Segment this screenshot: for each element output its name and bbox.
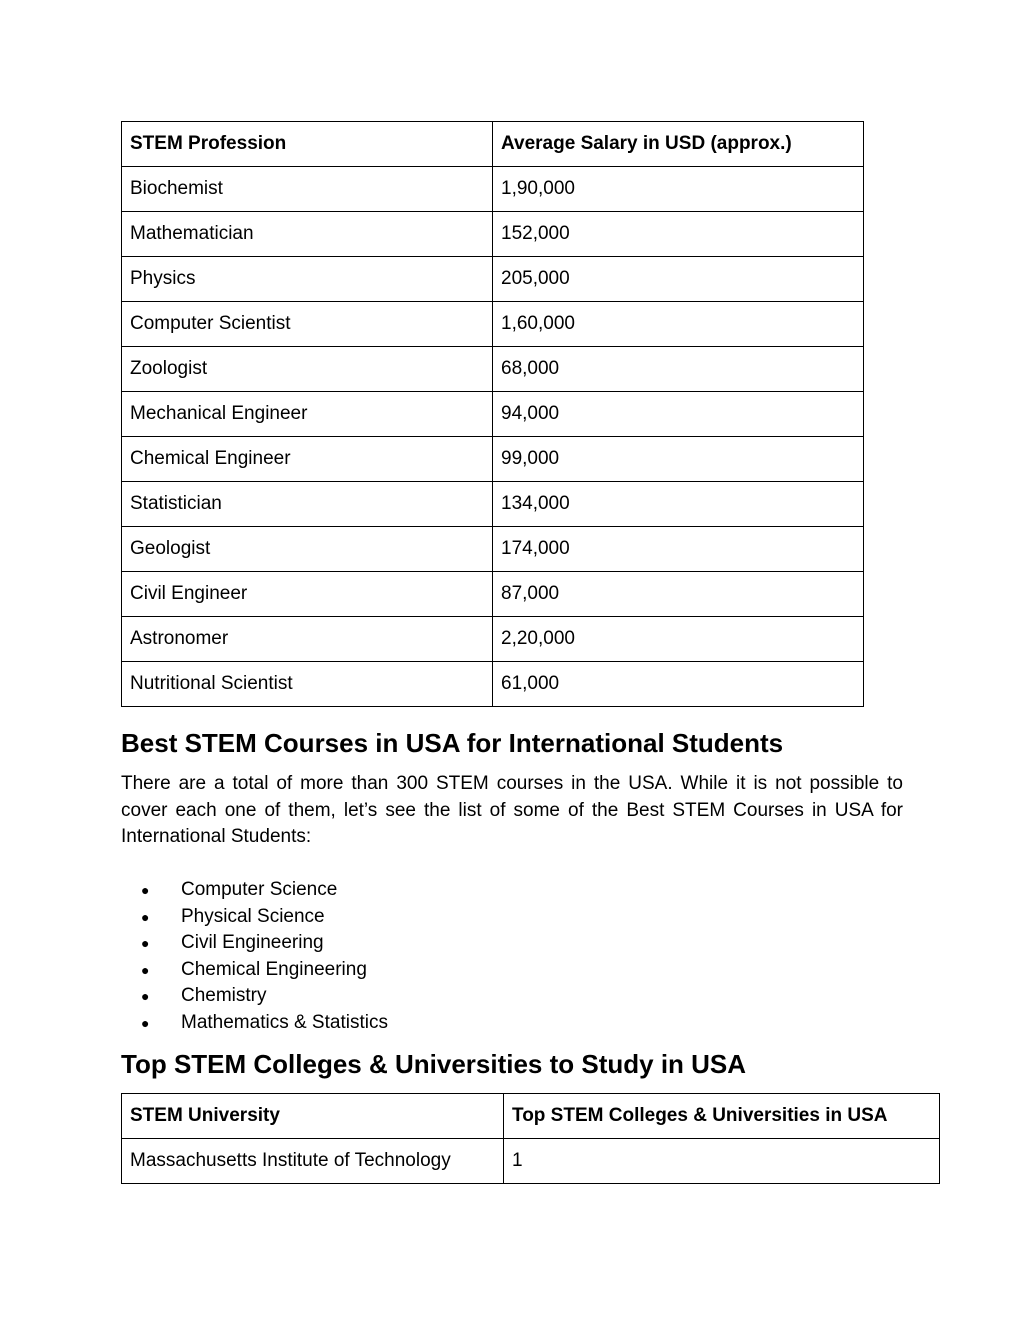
bullet-icon: ● xyxy=(141,961,150,978)
profession-cell: Mathematician xyxy=(122,212,493,257)
table-header-row xyxy=(122,1094,940,1139)
profession-cell: Chemical Engineer xyxy=(122,437,493,482)
profession-cell: Civil Engineer xyxy=(122,572,493,617)
list-item xyxy=(121,877,388,904)
table-row xyxy=(122,257,864,302)
rank-cell: 1 xyxy=(504,1139,940,1184)
salary-cell: 99,000 xyxy=(493,437,864,482)
salary-cell: 87,000 xyxy=(493,572,864,617)
column-header-university: STEM University xyxy=(122,1094,504,1139)
profession-cell: Statistician xyxy=(122,482,493,527)
table-row xyxy=(122,392,864,437)
list-item-label: Computer Science xyxy=(181,879,338,900)
table-row xyxy=(122,482,864,527)
profession-cell: Computer Scientist xyxy=(122,302,493,347)
profession-cell: Mechanical Engineer xyxy=(122,392,493,437)
salary-cell: 2,20,000 xyxy=(493,617,864,662)
column-header-profession: STEM Profession xyxy=(122,122,493,167)
list-item-label: Mathematics & Statistics xyxy=(181,1011,388,1033)
list-item xyxy=(121,983,388,1010)
profession-cell: Physics xyxy=(122,257,493,302)
profession-cell: Astronomer xyxy=(122,617,493,662)
salary-cell: 174,000 xyxy=(493,527,864,572)
salary-cell: 61,000 xyxy=(493,662,864,707)
bullet-icon: ● xyxy=(141,988,150,1004)
universities-heading: Top STEM Colleges & Universities to Study in USA xyxy=(121,1049,747,1079)
table-row xyxy=(122,1139,940,1184)
list-item-label: Chemical Engineering xyxy=(181,958,367,980)
table-row xyxy=(122,347,864,392)
salary-cell: 1,90,000 xyxy=(493,167,864,212)
university-cell: Massachusetts Institute of Technology xyxy=(122,1139,504,1184)
list-item-label: Chemistry xyxy=(181,985,267,1006)
table-row xyxy=(122,617,864,662)
table-row xyxy=(122,212,864,257)
table-row xyxy=(122,437,864,482)
profession-cell: Geologist xyxy=(122,527,493,572)
list-item-label: Physical Science xyxy=(181,905,325,927)
salary-table xyxy=(121,121,864,707)
list-item xyxy=(121,957,388,984)
profession-cell: Biochemist xyxy=(122,167,493,212)
courses-list xyxy=(121,877,388,1036)
salary-cell: 134,000 xyxy=(493,482,864,527)
bullet-icon: ● xyxy=(141,935,150,951)
table-header-row xyxy=(122,122,864,167)
column-header-rank: Top STEM Colleges & Universities in USA xyxy=(504,1094,940,1139)
list-item xyxy=(121,904,388,931)
bullet-icon: ● xyxy=(141,1014,150,1031)
salary-cell: 68,000 xyxy=(493,347,864,392)
profession-cell: Nutritional Scientist xyxy=(122,662,493,707)
salary-cell: 1,60,000 xyxy=(493,302,864,347)
salary-cell: 94,000 xyxy=(493,392,864,437)
list-item xyxy=(121,1010,388,1037)
table-row xyxy=(122,662,864,707)
list-item-label: Civil Engineering xyxy=(181,932,324,953)
salary-cell: 205,000 xyxy=(493,257,864,302)
bullet-icon: ● xyxy=(141,908,150,925)
table-row xyxy=(122,302,864,347)
salary-cell: 152,000 xyxy=(493,212,864,257)
bullet-icon: ● xyxy=(141,882,150,898)
courses-paragraph: There are a total of more than 300 STEM courses in the USA. While it is not possible to cover each one of them, let’s see the list of some of the Best STEM Courses in USA for International Students: xyxy=(121,773,903,847)
table-row xyxy=(122,167,864,212)
table-row xyxy=(122,572,864,617)
profession-cell: Zoologist xyxy=(122,347,493,392)
courses-heading: Best STEM Courses in USA for International Students xyxy=(121,728,784,758)
university-table xyxy=(121,1093,940,1184)
column-header-salary: Average Salary in USD (approx.) xyxy=(493,122,864,167)
list-item xyxy=(121,930,388,957)
table-row xyxy=(122,527,864,572)
